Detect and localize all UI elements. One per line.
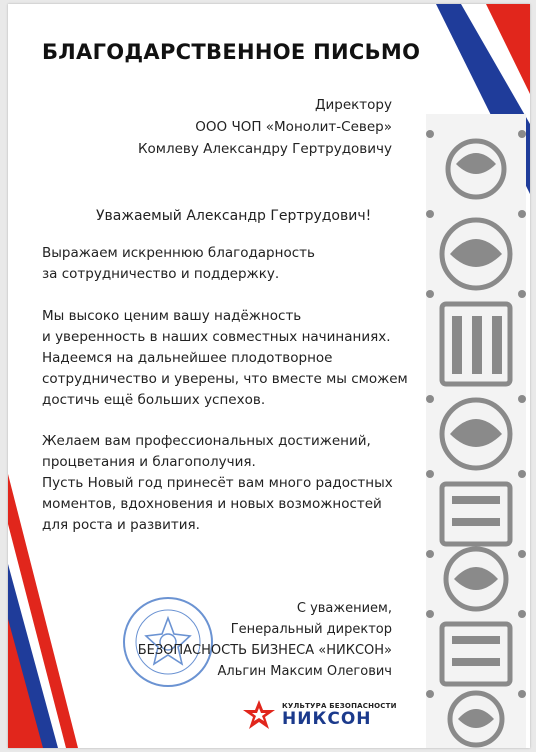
letter-page [8, 4, 530, 748]
text-line: моментов, вдохновения и новых возможностей [42, 496, 382, 512]
company-logo [242, 700, 397, 730]
recipient-line: ООО ЧОП «Монолит-Север» [195, 119, 392, 135]
signature-block [138, 598, 392, 682]
logo-name: НИКСОН [282, 709, 372, 729]
signature-line: Генеральный директор [230, 622, 392, 637]
text-line: за сотрудничество и поддержку. [42, 266, 280, 282]
ornament-band [416, 4, 530, 748]
signature-line: С уважением, [296, 601, 392, 616]
signature-line: Альгин Максим Олегович [217, 664, 392, 679]
text-line: для роста и развития. [42, 517, 200, 533]
logo-tagline: КУЛЬТУРА БЕЗОПАСНОСТИ [282, 702, 397, 710]
text-line: процветания и благополучия. [42, 454, 256, 470]
text-line: Желаем вам профессиональных достижений, [42, 433, 371, 449]
paragraph-gratitude [42, 243, 315, 285]
text-line: сотрудничество и уверены, что вместе мы сможем [42, 371, 408, 387]
star-logo-icon [242, 700, 276, 730]
paragraph-appreciation [42, 306, 408, 411]
text-line: и уверенность в наших совместных начинаниях. [42, 329, 391, 345]
signature-line: БЕЗОПАСНОСТЬ БИЗНЕСА «НИКСОН» [137, 643, 392, 658]
recipient-block [138, 94, 392, 160]
recipient-line: Комлеву Александру Гертрудовичу [137, 141, 392, 157]
recipient-line: Директору [314, 97, 392, 113]
paragraph-wishes [42, 431, 393, 536]
document-title: БЛАГОДАРСТВЕННОЕ ПИСЬМО [42, 40, 421, 64]
text-line: Надеемся на дальнейшее плодотворное [42, 350, 333, 366]
greeting: Уважаемый Александр Гертрудович! [96, 208, 372, 224]
text-line: Мы высоко ценим вашу надёжность [42, 308, 302, 324]
text-line: достичь ещё больших успехов. [42, 392, 266, 408]
text-line: Пусть Новый год принесёт вам много радостных [42, 475, 393, 491]
text-line: Выражаем искреннюю благодарность [42, 245, 315, 261]
